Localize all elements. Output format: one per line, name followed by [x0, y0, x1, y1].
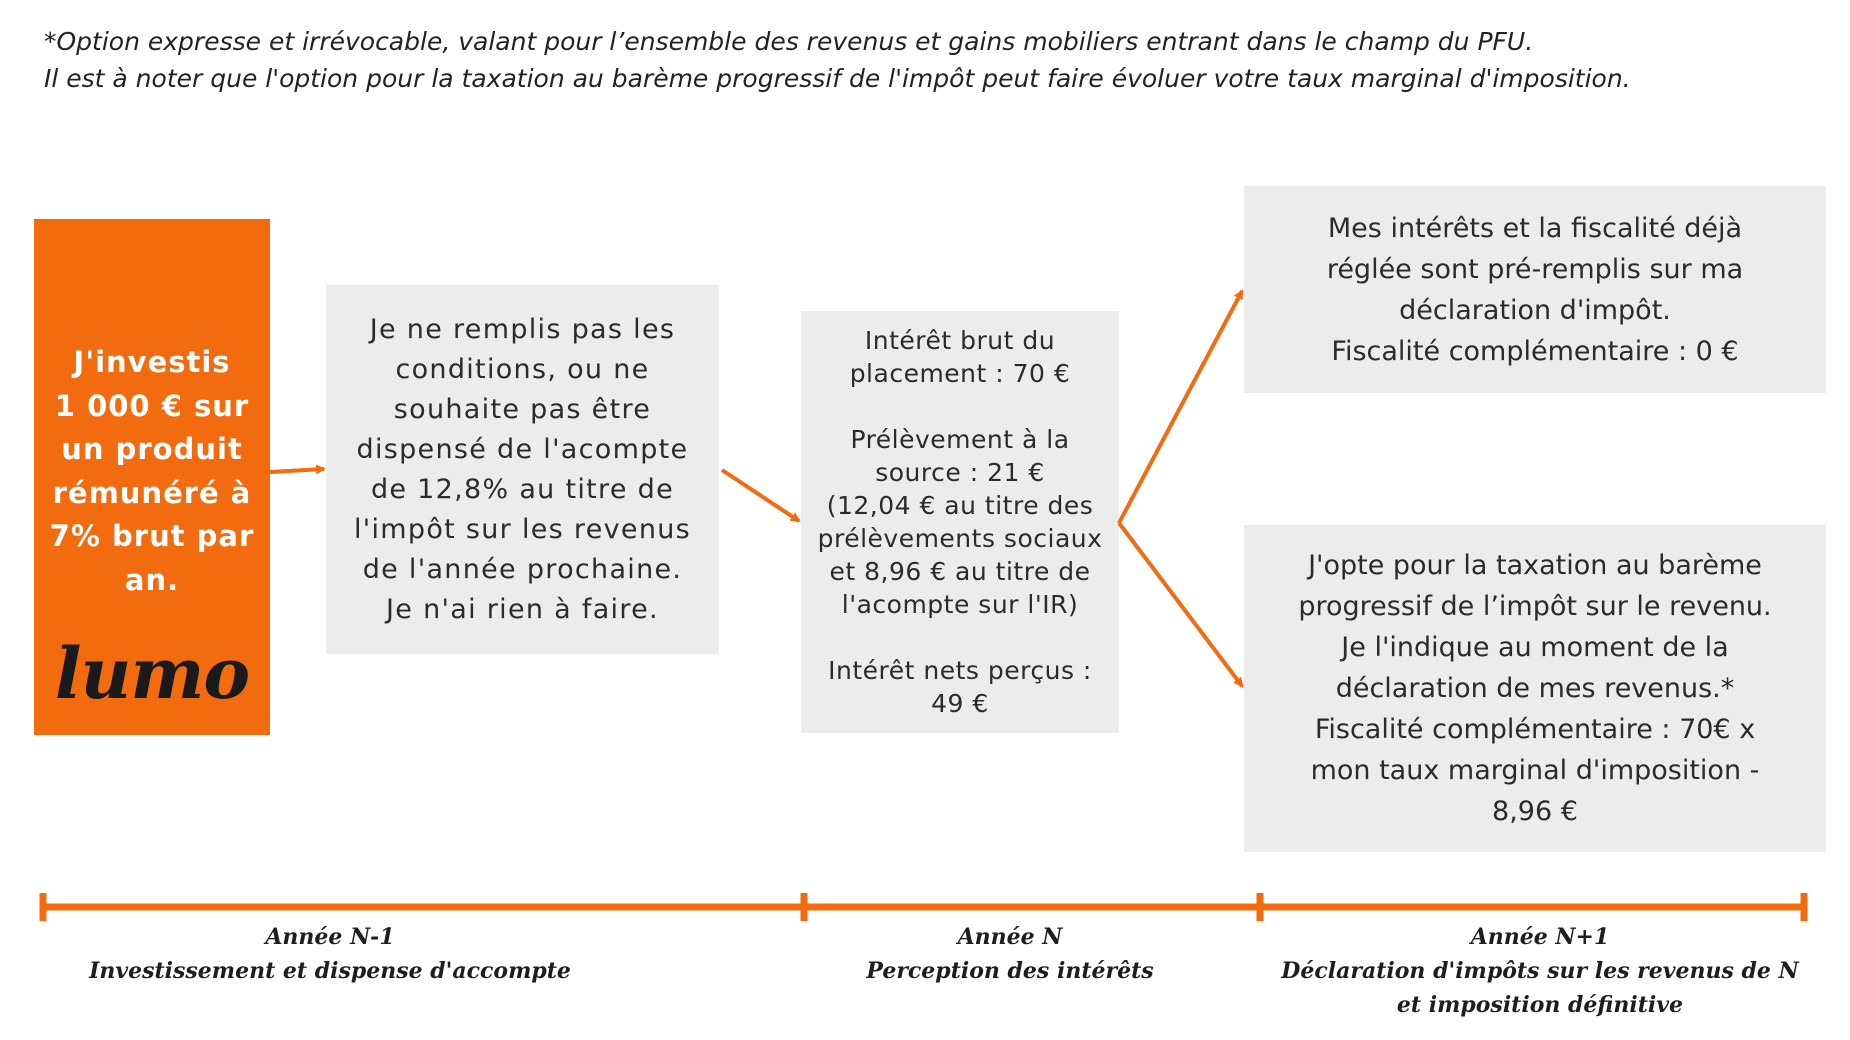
- timeline-label-year-n-plus-1: Année N+1 Déclaration d'impôts sur les revenus de N et imposition définitive: [1281, 924, 1799, 1018]
- footnote-marginal-rate: Il est à noter que l'option pour la taxation au barème progressif de l'impôt peut faire évoluer votre taux marginal d'imposition.: [44, 64, 1631, 93]
- timeline-label-year-n: Année N Perception des intérêts: [866, 924, 1154, 984]
- arrow-interest-to-prefilled: [1119, 291, 1242, 523]
- investment-text: J'investis 1 000 € sur un produit rémunéré à 7% brut par an.: [49, 345, 255, 597]
- arrow-condition-to-interest: [722, 470, 799, 521]
- prefilled-option-text: Mes intérêts et la fiscalité déjà réglée sont pré-remplis sur ma déclaration d'impôt. Fiscalité complémentaire : 0 €: [1326, 212, 1744, 367]
- condition-text: Je ne remplis pas les conditions, ou ne souhaite pas être dispensé de l'acompte de 12,8% au titre de l'impôt sur les revenus de l'année prochaine. Je n'ai rien à faire.: [353, 313, 692, 625]
- interest-text: Intérêt brut du placement : 70 € Prélèvement à la source : 21 € (12,04 € au titre des prélèvements sociaux et 8,96 € au titre de l'acompte sur l'IR) Intérêt nets perçus : 49 €: [817, 326, 1103, 718]
- footnote-option: *Option expresse et irrévocable, valant pour l’ensemble des revenus et gains mobiliers entrant dans le champ du PFU.: [44, 27, 1534, 56]
- arrow-start-to-condition: [270, 469, 324, 472]
- bareme-option-text: J'opte pour la taxation au barème progressif de l’impôt sur le revenu. Je l'indique au moment de la déclaration de mes revenus.* Fiscalité complémentaire : 70€ x mon taux marginal d'imposition - 8,96 €: [1298, 550, 1772, 827]
- lumo-logo: lumo: [54, 632, 250, 715]
- arrow-interest-to-bareme: [1119, 523, 1242, 686]
- timeline-label-year-n-minus-1: Année N-1 Investissement et dispense d'accompte: [89, 924, 571, 984]
